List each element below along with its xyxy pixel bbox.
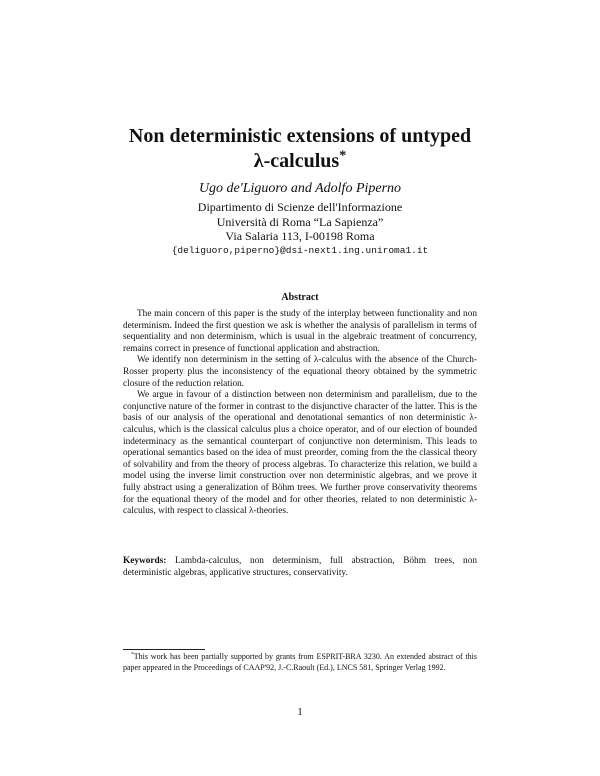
abstract-body — [123, 309, 477, 518]
abstract-paragraph-2: We identify non determinism in the setting of λ-calculus with the absence of the Church-Rosser property plus the inconsistency of the equational theory obtained by the symmetric closure of the reduction relation. — [123, 355, 477, 389]
affiliation-email: {deliguoro,piperno}@dsi-next1.ing.uniroma1.it — [171, 244, 429, 256]
abstract-paragraph-1: The main concern of this paper is the study of the interplay between functionality and non determinism. Indeed the first question we ask is whether the analysis of parallelism in terms of sequentiality and non determinism, which is usual in the algebraic treatment of concurrency, remains correct in presence of functional application and abstraction. — [123, 309, 477, 354]
affiliation-address: Via Salaria 113, I-00198 Roma — [225, 229, 375, 243]
affiliation — [0, 200, 600, 258]
footnote-mark: * — [131, 651, 134, 658]
title-line-2-text: λ-calculus — [253, 150, 340, 172]
keywords-label: Keywords: — [123, 556, 167, 566]
title-footnote-mark: * — [339, 148, 347, 164]
title-line-2 — [0, 149, 600, 174]
page-number: 1 — [297, 706, 303, 718]
affiliation-dept: Dipartimento di Scienze dell'Informazione — [197, 200, 403, 214]
footnote-text: This work has been partially supported by grants from ESPRIT-BRA 3230. An extended abstract of this paper appeared in the Proceedings of CAAP'92, J.-C.Raoult (Ed.), LNCS 581, Springer Verlag 1992. — [123, 652, 477, 672]
footnote — [123, 652, 477, 673]
authors: Ugo de'Liguoro and Adolfo Piperno — [198, 181, 402, 196]
paper-title — [0, 124, 600, 174]
keywords — [123, 556, 477, 579]
abstract-heading: Abstract — [281, 292, 319, 303]
footnote-rule — [123, 649, 205, 650]
keywords-text: Lambda-calculus, non determinism, full abstraction, Böhm trees, non deterministic algebras, applicative structures, conservativity. — [123, 556, 477, 578]
affiliation-univ: Università di Roma “La Sapienza” — [216, 214, 384, 229]
title-line-1: Non deterministic extensions of untyped — [128, 125, 472, 147]
abstract-paragraph-3: We argue in favour of a distinction between non determinism and parallelism, due to the conjunctive nature of the former in contrast to the disjunctive character of the latter. This is the basis of our analysis of the operational and denotational semantics of non deterministic λ-calculus, which is the classical calculus plus a choice operator, and of our election of bounded indeterminacy as the semantical counterpart of conjunctive non determinism. This leads to operational semantics based on the idea of must preorder, coming from the the classical theory of solvability and from the theory of process algebras. To characterize this relation, we build a model using the inverse limit construction over non deterministic algebras, and we prove it fully abstract using a generalization of Böhm trees. We further prove conservativity theorems for the equational theory of the model and for other theories, related to non deterministic λ-calculus, with respect to classical λ-theories. — [123, 390, 477, 517]
